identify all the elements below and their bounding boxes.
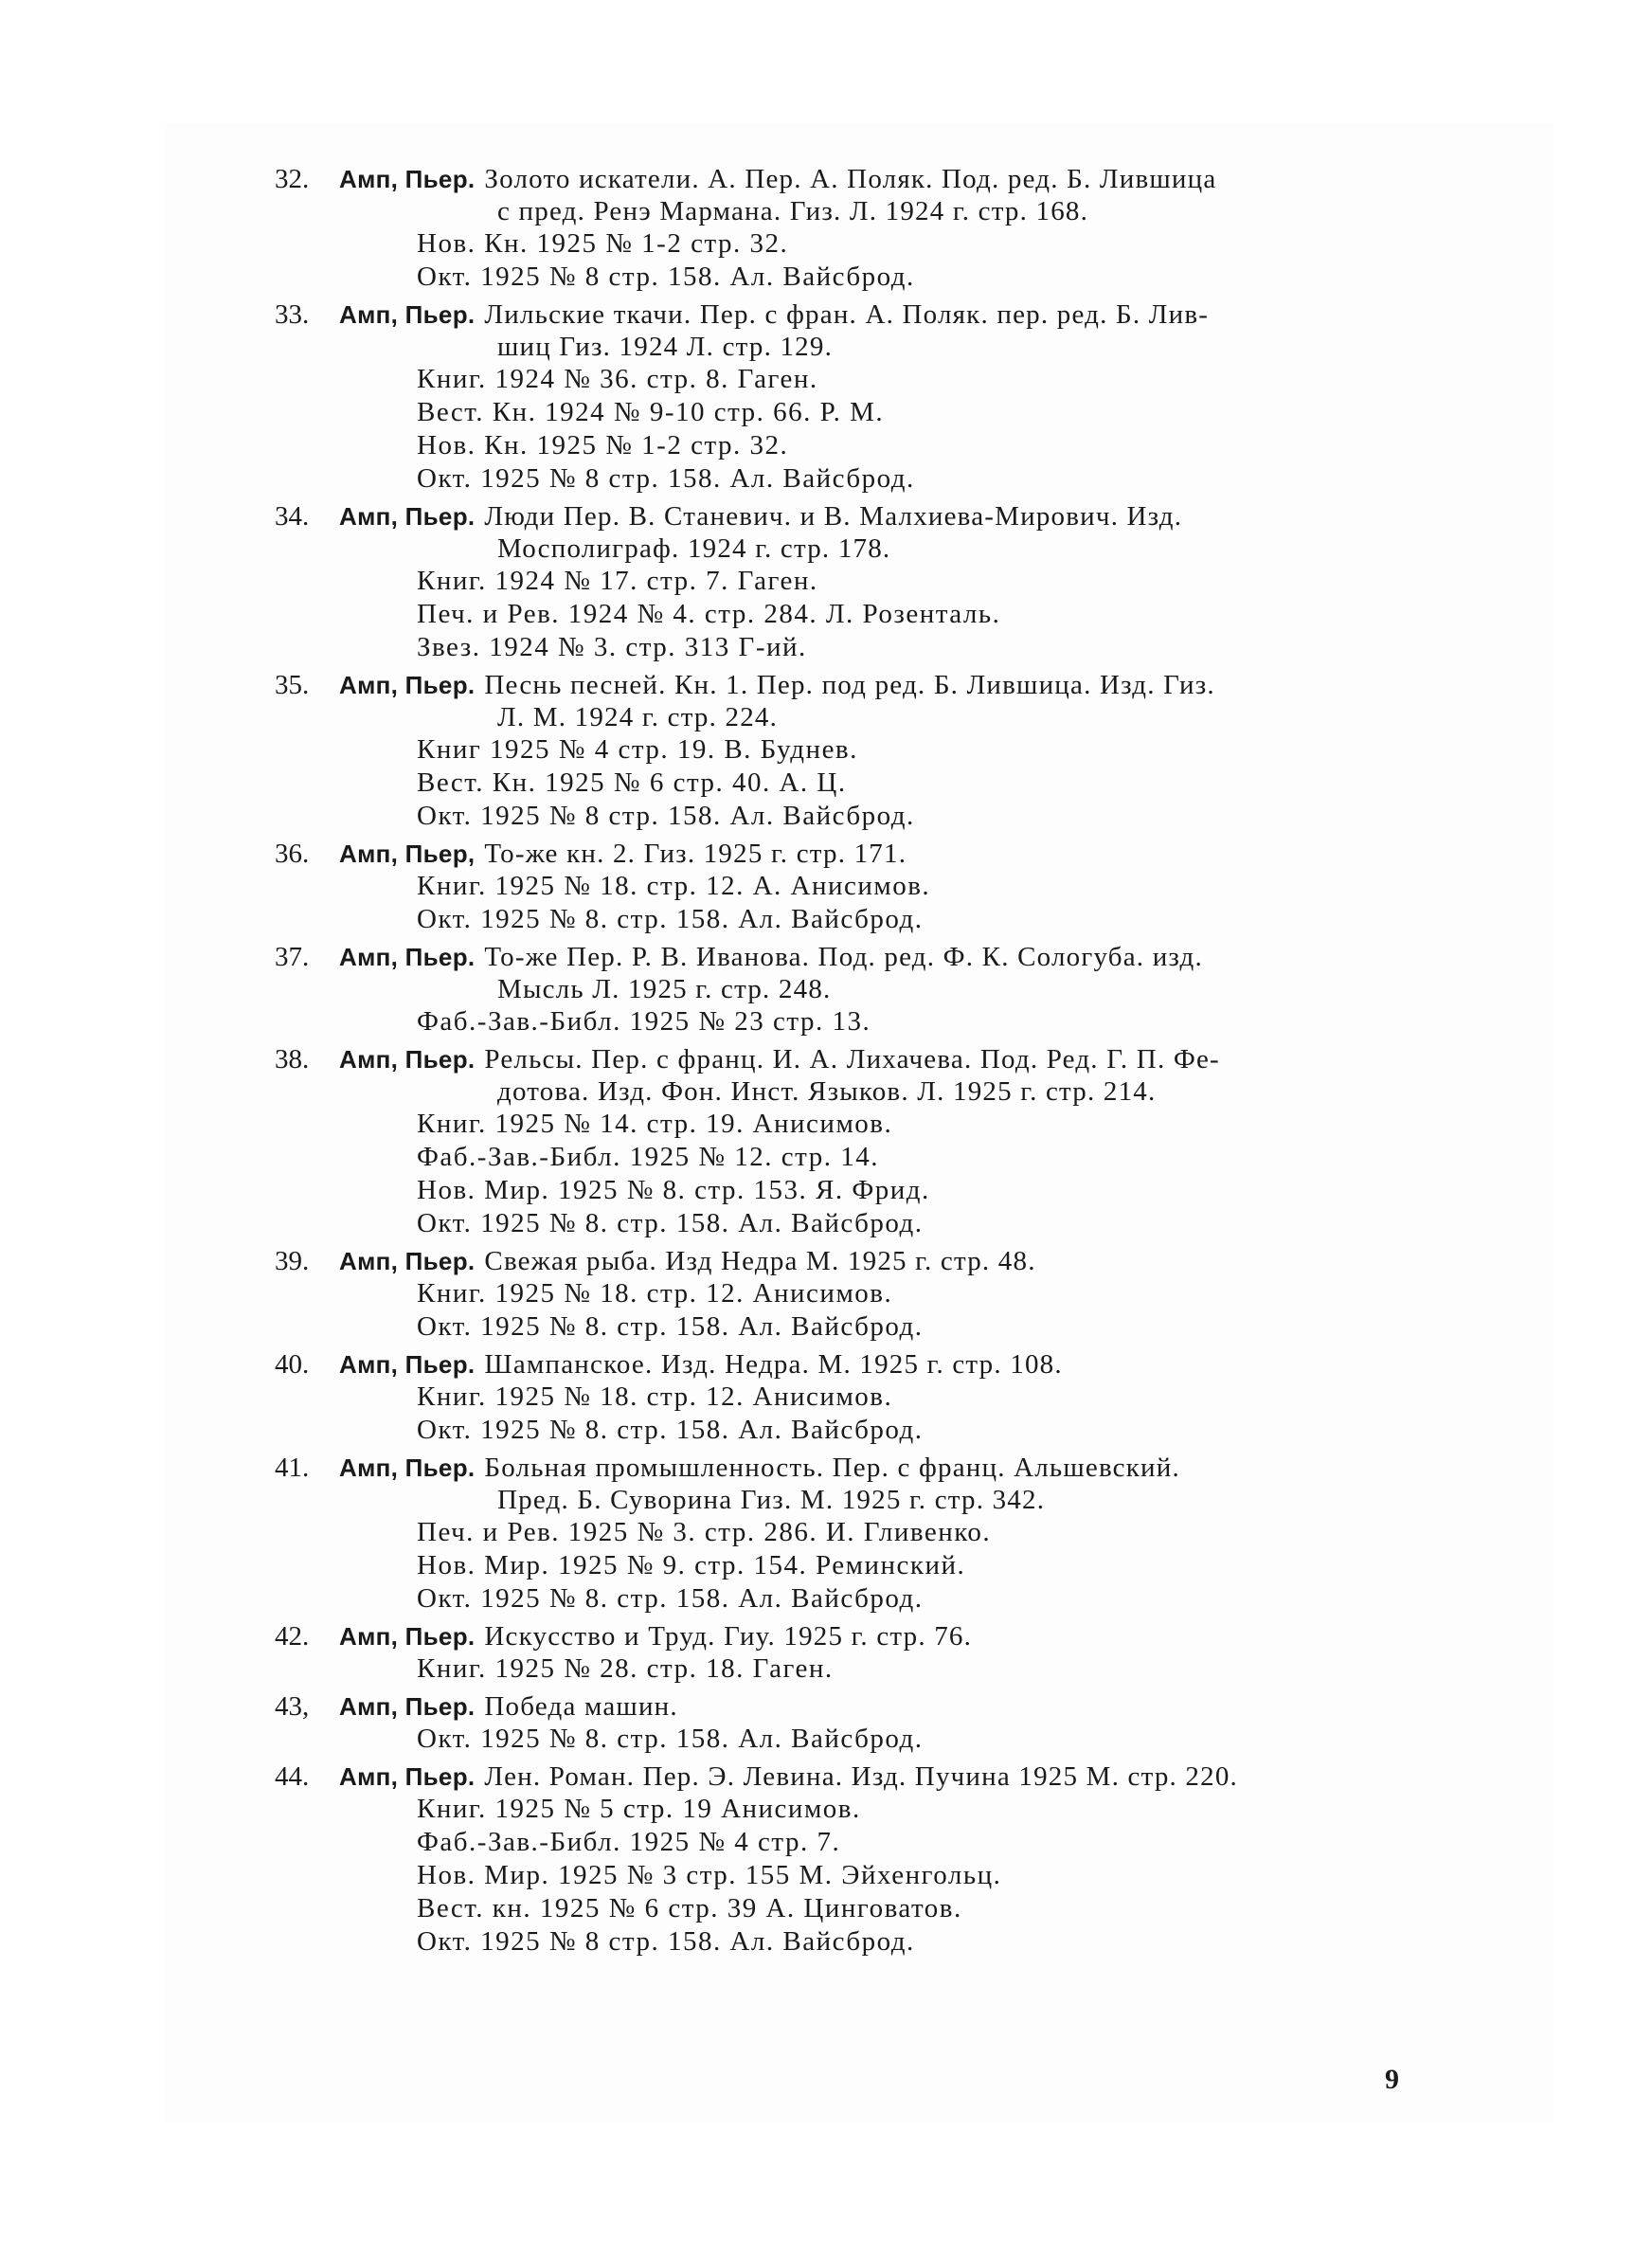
entry-number: 34. (275, 501, 310, 532)
bibliography-entry (275, 1245, 1459, 1344)
bibliography-entry (275, 1620, 1459, 1686)
bibliography-entry (275, 1452, 1459, 1616)
page-number: 9 (1385, 2064, 1399, 2095)
review-citation: Нов. Мир. 1925 № 3 стр. 155 М. Эйхенгольц. (417, 1860, 1002, 1890)
entry-title: То-же кн. 2. Гиз. 1925 г. стр. 171. (484, 839, 907, 869)
entry-title: Лен. Роман. Пер. Э. Левина. Изд. Пучина 1925 М. стр. 220. (484, 1761, 1238, 1792)
entry-author: Амп, Пьер. (339, 943, 476, 971)
bibliography-entry (275, 1348, 1459, 1447)
entry-number: 40. (275, 1349, 310, 1380)
bibliography-entry (275, 838, 1459, 936)
review-citation: Печ. и Рев. 1924 № 4. стр. 284. Л. Розенталь. (417, 599, 1001, 629)
review-citation: Окт. 1925 № 8. стр. 158. Ал. Вайсброд. (417, 1208, 924, 1238)
bibliography-entry (275, 1760, 1459, 1959)
entry-title: Золото искатели. А. Пер. А. Поляк. Под. ред. Б. Лившица (484, 164, 1217, 194)
review-citation: Окт. 1925 № 8. стр. 158. Ал. Вайсброд. (417, 1724, 924, 1754)
entry-heading (275, 1690, 1459, 1723)
review-citation: Звез. 1924 № 3. стр. 313 Г-ий. (417, 632, 807, 662)
entry-title: Лильские ткачи. Пер. с фран. А. Поляк. пер. ред. Б. Лив- (484, 299, 1210, 330)
bibliography-entry (275, 941, 1459, 1038)
review-citation: Окт. 1925 № 8. стр. 158. Ал. Вайсброд. (417, 1415, 924, 1445)
review-citation: Книг. 1924 № 36. стр. 8. Гаген. (417, 364, 818, 394)
bibliography-entry (275, 298, 1459, 496)
entry-number: 33. (275, 299, 310, 330)
review-citation: Окт. 1925 № 8 стр. 158. Ал. Вайсброд. (417, 262, 915, 292)
entry-title-continuation: с пред. Ренэ Мармана. Гиз. Л. 1924 г. стр. 168. (497, 196, 1089, 226)
entry-heading (275, 1760, 1459, 1793)
entry-heading (275, 1348, 1459, 1381)
entry-author: Амп, Пьер. (339, 1454, 476, 1482)
entry-title: Победа машин. (484, 1691, 678, 1722)
bibliography-entry (275, 500, 1459, 664)
entry-title-continuation: Мысль Л. 1925 г. стр. 248. (497, 974, 832, 1004)
entry-number: 44. (275, 1761, 310, 1792)
entry-title: Больная промышленность. Пер. с франц. Альшевский. (484, 1453, 1180, 1483)
review-citation: Книг. 1925 № 5 стр. 19 Анисимов. (417, 1794, 861, 1824)
entry-number: 41. (275, 1453, 310, 1483)
bibliography-entry (275, 1043, 1459, 1240)
review-citation: Окт. 1925 № 8 стр. 158. Ал. Вайсброд. (417, 463, 915, 494)
review-citation: Нов. Мир. 1925 № 9. стр. 154. Реминский. (417, 1550, 966, 1580)
bibliography-entry (275, 669, 1459, 833)
entry-heading (275, 500, 1459, 533)
entry-title: Рельсы. Пер. с франц. И. А. Лихачева. Под. Ред. Г. П. Фе- (484, 1044, 1220, 1074)
entry-author: Амп, Пьер. (339, 1350, 476, 1379)
review-citation: Окт. 1925 № 8. стр. 158. Ал. Вайсброд. (417, 1583, 924, 1614)
entry-author: Амп, Пьер. (339, 1622, 476, 1651)
entry-author: Амп, Пьер. (339, 165, 476, 193)
review-citation: Печ. и Рев. 1925 № 3. стр. 286. И. Гливенко. (417, 1517, 992, 1547)
entry-title-continuation: Л. М. 1924 г. стр. 224. (497, 702, 779, 732)
entry-author: Амп, Пьер. (339, 1762, 476, 1791)
bibliography-entry (275, 1690, 1459, 1756)
entry-number: 37. (275, 942, 310, 972)
entry-number: 32. (275, 164, 310, 194)
entry-heading (275, 163, 1459, 195)
review-citation: Фаб.-Зав.-Библ. 1925 № 12. стр. 14. (417, 1142, 879, 1172)
entry-title-continuation: дотова. Изд. Фон. Инст. Языков. Л. 1925 г. стр. 214. (497, 1076, 1157, 1107)
entry-heading (275, 1620, 1459, 1652)
entry-heading (275, 941, 1459, 973)
review-citation: Окт. 1925 № 8. стр. 158. Ал. Вайсброд. (417, 904, 924, 934)
entry-author: Амп, Пьер. (339, 300, 476, 329)
entry-number: 35. (275, 670, 310, 700)
review-citation: Фаб.-Зав.-Библ. 1925 № 4 стр. 7. (417, 1827, 841, 1857)
entry-author: Амп, Пьер. (339, 1045, 476, 1074)
entry-author: Амп, Пьер. (339, 1692, 476, 1721)
entry-author: Амп, Пьер. (339, 671, 476, 699)
review-citation: Нов. Кн. 1925 № 1-2 стр. 32. (417, 430, 789, 460)
entry-number: 43, (275, 1691, 310, 1722)
review-citation: Вест. Кн. 1924 № 9-10 стр. 66. Р. М. (417, 397, 885, 427)
bibliography-entry (275, 163, 1459, 294)
review-citation: Окт. 1925 № 8 стр. 158. Ал. Вайсброд. (417, 801, 915, 831)
review-citation: Книг. 1925 № 14. стр. 19. Анисимов. (417, 1109, 893, 1139)
review-citation: Окт. 1925 № 8. стр. 158. Ал. Вайсброд. (417, 1311, 924, 1342)
entry-title: Искусство и Труд. Гиу. 1925 г. стр. 76. (484, 1621, 973, 1652)
entry-heading (275, 669, 1459, 701)
review-citation: Книг. 1925 № 28. стр. 18. Гаген. (417, 1653, 834, 1684)
review-citation: Вест. Кн. 1925 № 6 стр. 40. А. Ц. (417, 767, 847, 798)
entry-author: Амп, Пьер, (339, 840, 476, 868)
entry-title: Шампанское. Изд. Недра. М. 1925 г. стр. 108. (484, 1349, 1063, 1380)
review-citation: Окт. 1925 № 8 стр. 158. Ал. Вайсброд. (417, 1926, 915, 1957)
review-citation: Книг. 1924 № 17. стр. 7. Гаген. (417, 566, 818, 596)
entry-number: 36. (275, 839, 310, 869)
entry-heading (275, 1043, 1459, 1075)
entry-heading (275, 838, 1459, 870)
entry-number: 38. (275, 1044, 310, 1074)
review-citation: Книг. 1925 № 18. стр. 12. Анисимов. (417, 1381, 893, 1412)
entry-number: 42. (275, 1621, 310, 1652)
entry-heading (275, 1245, 1459, 1277)
review-citation: Книг. 1925 № 18. стр. 12. Анисимов. (417, 1278, 893, 1309)
entry-title-continuation: шиц Гиз. 1924 Л. стр. 129. (497, 332, 834, 362)
entry-author: Амп, Пьер. (339, 502, 476, 531)
entry-title: Люди Пер. В. Станевич. и В. Малхиева-Мирович. Изд. (484, 501, 1183, 532)
review-citation: Книг 1925 № 4 стр. 19. В. Буднев. (417, 734, 858, 765)
entry-title-continuation: Мосполиграф. 1924 г. стр. 178. (497, 533, 891, 564)
review-citation: Нов. Мир. 1925 № 8. стр. 153. Я. Фрид. (417, 1175, 930, 1205)
entry-heading (275, 298, 1459, 331)
review-citation: Фаб.-Зав.-Библ. 1925 № 23 стр. 13. (417, 1006, 871, 1037)
entry-title: Песнь песней. Кн. 1. Пер. под ред. Б. Лившица. Изд. Гиз. (484, 670, 1215, 700)
review-citation: Нов. Кн. 1925 № 1-2 стр. 32. (417, 228, 789, 259)
entry-heading (275, 1452, 1459, 1484)
entry-number: 39. (275, 1246, 310, 1276)
entry-title: Свежая рыба. Изд Недра М. 1925 г. стр. 48. (484, 1246, 1036, 1276)
review-citation: Вест. кн. 1925 № 6 стр. 39 А. Цинговатов. (417, 1893, 962, 1923)
entry-title-continuation: Пред. Б. Суворина Гиз. М. 1925 г. стр. 342. (497, 1485, 1046, 1515)
entry-author: Амп, Пьер. (339, 1247, 476, 1275)
review-citation: Книг. 1925 № 18. стр. 12. А. Анисимов. (417, 871, 931, 901)
entry-title: То-же Пер. Р. В. Иванова. Под. ред. Ф. К. Сологуба. изд. (484, 942, 1203, 972)
bibliography-list (275, 163, 1459, 1963)
